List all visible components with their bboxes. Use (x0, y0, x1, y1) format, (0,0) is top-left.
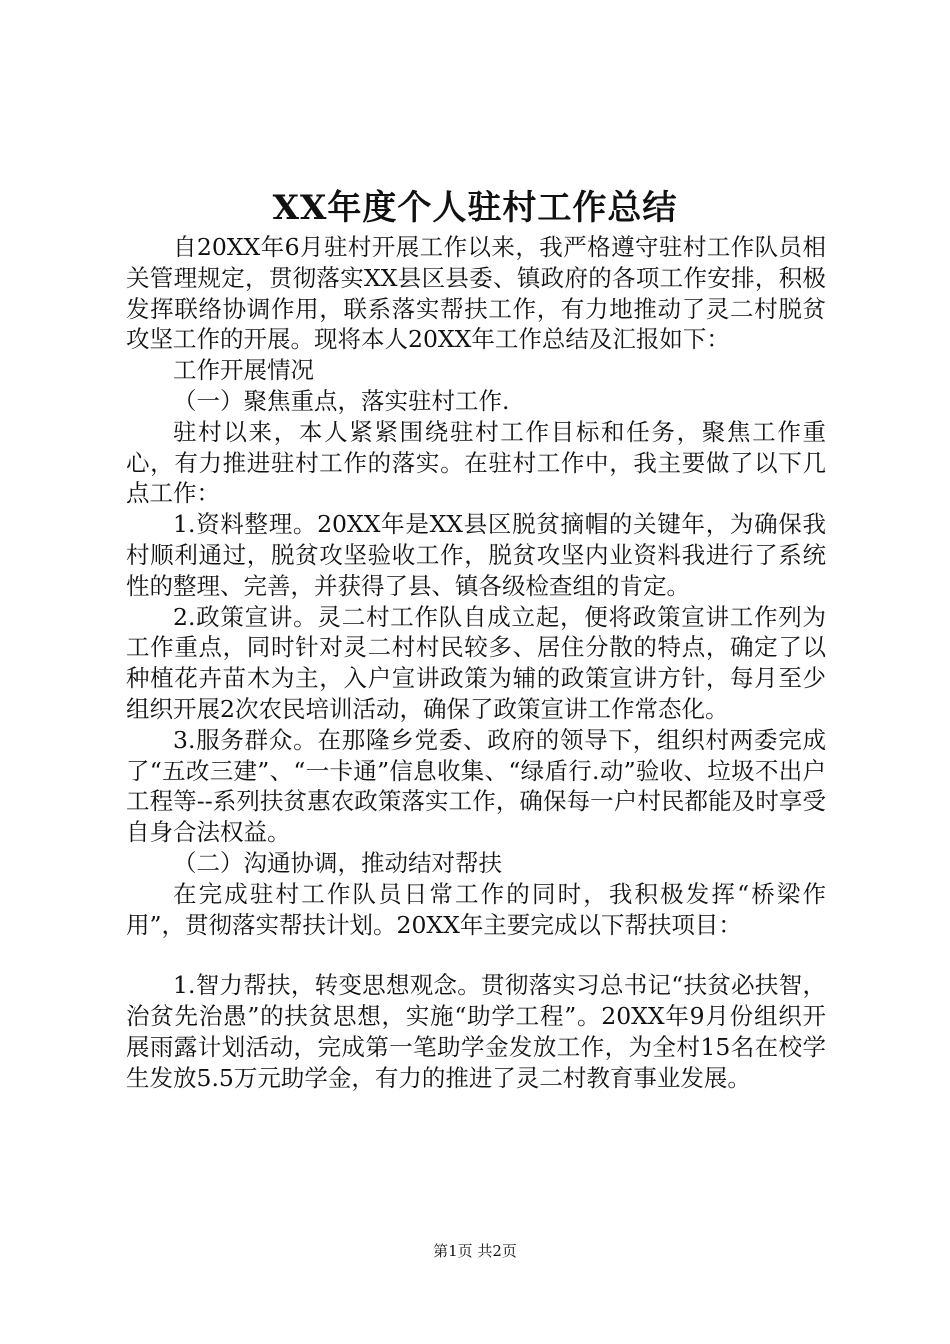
page-footer: 第1页 共2页 (433, 1242, 517, 1260)
paragraph-intro: 自20XX年6月驻村开展工作以来，我严格遵守驻村工作队员相关管理规定，贯彻落实XX县区县委、镇政府的各项工作安排，积极发挥联络协调作用，联系落实帮扶工作，有力地推动了灵二村脱贫攻坚工作的开展。现将本人20XX年工作总结及汇报如下： (126, 233, 826, 354)
subsection-heading-2: （二）沟通协调，推动结对帮扶 (173, 848, 502, 877)
subsection-heading-1: （一）聚焦重点，落实驻村工作. (173, 386, 510, 415)
document-body (126, 232, 826, 1094)
paragraph-assist-overview: 在完成驻村工作队员日常工作的同时，我积极发挥“桥梁作用”，贯彻落实帮扶计划。20XX年主要完成以下帮扶项目： (126, 879, 826, 939)
document-title: XX年度个人驻村工作总结 (272, 188, 678, 228)
paragraph-item-2: 2.政策宣讲。灵二村工作队自成立起，便将政策宣讲工作列为工作重点，同时针对灵二村村民较多、居住分散的特点，确定了以种植花卉苗木为主，入户宣讲政策为辅的政策宣讲方针，每月至少组织开展2次农民培训活动，确保了政策宣讲工作常态化。 (126, 602, 826, 723)
paragraph-item-3: 3.服务群众。在那隆乡党委、政府的领导下，组织村两委完成了“五改三建”、“一卡通”信息收集、“绿盾行.动”验收、垃圾不出户工程等--系列扶贫惠农政策落实工作，确保每一户村民都能及时享受自身合法权益。 (126, 725, 826, 847)
paragraph-item-1: 1.资料整理。20XX年是XX县区脱贫摘帽的关键年，为确保我村顺利通过，脱贫攻坚验收工作，脱贫攻坚内业资料我进行了系统性的整理、完善，并获得了县、镇各级检查组的肯定。 (126, 510, 826, 600)
section-heading-work: 工作开展情况 (173, 356, 314, 385)
paragraph-assist-item-1: 1.智力帮扶，转变思想观念。贯彻落实习总书记“扶贫必扶智，治贫先治愚”的扶贫思想，实施“助学工程”。20XX年9月份组织开展雨露计划活动，完成第一笔助学金发放工作，为全村15名在校学生发放5.5万元助学金，有力的推进了灵二村教育事业发展。 (126, 971, 826, 1092)
paragraph-gap (126, 940, 826, 970)
paragraph-work-overview: 驻村以来，本人紧紧围绕驻村工作目标和任务，聚焦工作重心，有力推进驻村工作的落实。在驻村工作中，我主要做了以下几点工作： (126, 417, 826, 508)
